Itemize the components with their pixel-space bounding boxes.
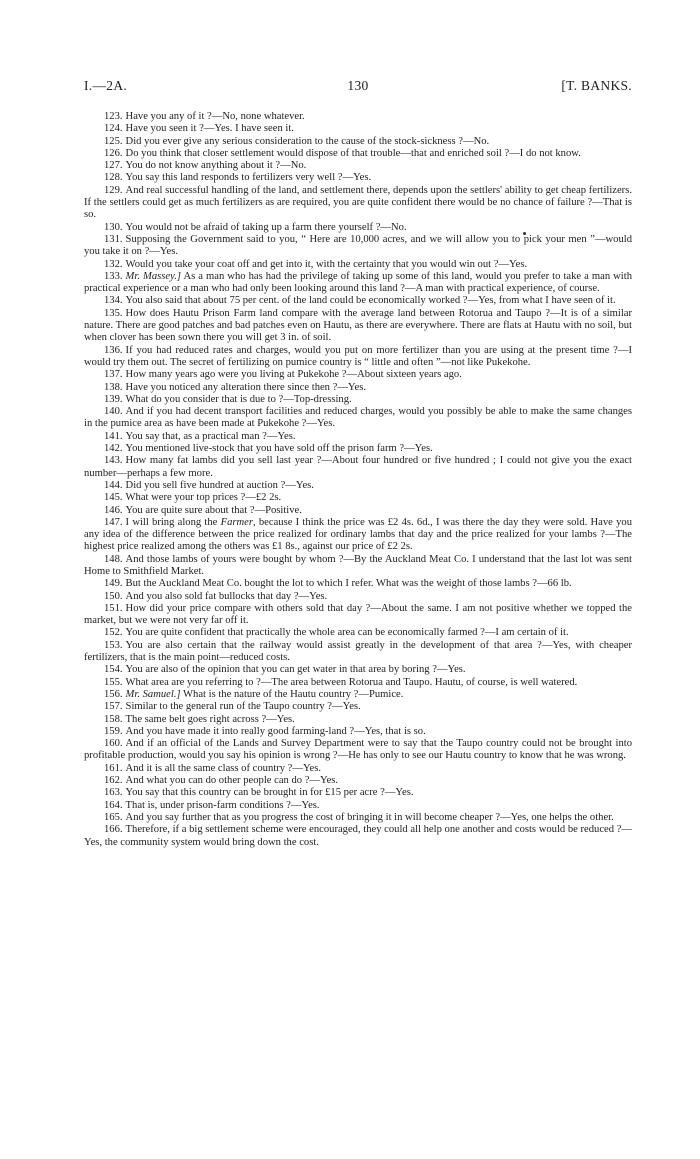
question-number: 124.	[104, 123, 123, 135]
question-answer-item	[84, 578, 632, 590]
question-number: 130.	[104, 221, 123, 233]
question-answer-item	[84, 123, 632, 135]
question-number: 162.	[104, 775, 123, 787]
question-answer-text: And you also sold fat bullocks that day ?—Yes.	[125, 590, 328, 602]
question-answer-text: What area are you referring to ?—The area between Rotorua and Taupo. Hautu, of course, is well watered.	[125, 676, 578, 688]
question-answer-text: Have you any of it ?—No, none whatever.	[125, 111, 305, 122]
question-number: 149.	[104, 578, 123, 590]
question-answer-text: How does Hautu Prison Farm land compare with the average land between Rotorua and Taupo ?—It is of a similar nature. There are good patches and bad patches even on Hautu, as there are everywhere. There are flats at Hautu with no soil, but when clover has been sown there you will get 3 in. of soil.	[84, 307, 632, 344]
question-number: 134.	[104, 295, 123, 307]
question-number: 151.	[104, 602, 123, 614]
question-answer-item	[84, 640, 632, 665]
question-answer-text: And if an official of the Lands and Survey Department were to say that the Taupo country could not be brought into profitable production, would you say his opinion is wrong ?—He has only to see our Hautu country to know that he was wrong.	[84, 738, 632, 762]
question-answer-text: How many fat lambs did you sell last year ?—About four hundred or five hundred ; I could not give you the exact number—perhaps a few more.	[84, 455, 632, 479]
question-answer-text: Similar to the general run of the Taupo country ?—Yes.	[125, 701, 361, 713]
question-answer-text: You are also certain that the railway would assist greatly in the development of that area ?—Yes, with cheaper fertilizers, that is the main point—reduced costs.	[84, 639, 632, 664]
question-answer-text: But the Auckland Meat Co. bought the lot to which I refer. What was the weight of those lambs ?—66 lb.	[125, 578, 572, 590]
question-answer-item	[84, 812, 632, 824]
page-number: 130	[347, 78, 369, 93]
question-answer-item	[84, 714, 632, 726]
question-answer-item	[84, 701, 632, 713]
question-answer-text: Therefore, if a big settlement scheme were encouraged, they could all help one another and costs would be reduced ?—Yes, the community system would bring down the cost.	[84, 824, 632, 848]
question-number: 126.	[104, 147, 123, 159]
question-answer-item	[84, 664, 632, 676]
question-number: 125.	[104, 135, 123, 147]
question-number: 164.	[104, 799, 123, 811]
question-answer-text: And real successful handling of the land, and settlement there, depends upon the settlers' ability to get cheap fertilizers. If the settlers could get as much fertilizers as are required, you are quite confident there would be no chance of failure ?—That is so.	[84, 184, 632, 221]
question-number: 129.	[104, 184, 123, 196]
question-answer-item	[84, 345, 632, 370]
question-number: 148.	[104, 553, 123, 565]
question-answer-item	[84, 763, 632, 775]
question-answer-item	[84, 603, 632, 628]
question-number: 127.	[104, 160, 123, 172]
question-number: 131.	[104, 233, 123, 245]
question-answer-item	[84, 726, 632, 738]
question-answer-text: What is the nature of the Hautu country ?—Pumice.	[183, 688, 404, 700]
question-answer-text: You are also of the opinion that you can get water in that area by boring ?—Yes.	[125, 664, 466, 676]
question-number: 132.	[104, 258, 123, 270]
question-number: 137.	[104, 369, 123, 381]
question-answer-item	[84, 308, 632, 345]
page-header	[84, 78, 632, 96]
question-answer-item	[84, 185, 632, 222]
question-answer-item	[84, 591, 632, 603]
question-answer-item	[84, 148, 632, 160]
question-answer-item	[84, 406, 632, 431]
question-answer-text: You say this land responds to fertilizers very well ?—Yes.	[125, 172, 372, 184]
question-number: 138.	[104, 381, 123, 393]
question-answer-text: Have you seen it ?—Yes. I have seen it.	[125, 123, 294, 135]
testimony-body	[84, 111, 632, 849]
question-answer-text: As a man who has had the privilege of taking up some of this land, would you prefer to take a man with practical experience or a man who had only been looking around this land ?—A man with practical experience, of course.	[84, 270, 632, 295]
question-answer-text: If you had reduced rates and charges, would you put on more fertilizer than you are using at the present time ?—I would try them out. The secret of fertilizing on pumice country is “ little and often ”—not like Pukekohe.	[84, 344, 632, 368]
question-answer-text: What were your top prices ?—£2 2s.	[125, 492, 282, 504]
question-answer-item	[84, 271, 632, 296]
question-answer-text: What do you consider that is due to ?—Top-dressing.	[125, 393, 352, 405]
question-answer-item	[84, 800, 632, 812]
question-number: 123.	[104, 111, 123, 122]
question-answer-text: You say that, as a practical man ?—Yes.	[125, 430, 296, 442]
question-answer-item	[84, 160, 632, 172]
question-answer-item	[84, 677, 632, 689]
question-answer-text: And those lambs of yours were bought by whom ?—By the Auckland Meat Co. I understand that the last lot was sent Home to Smithfield Market.	[84, 553, 632, 577]
question-number: 150.	[104, 590, 123, 602]
question-answer-item	[84, 775, 632, 787]
question-answer-item	[84, 505, 632, 517]
question-number: 139.	[104, 393, 123, 405]
question-answer-text: You mentioned live-stock that you have sold off the prison farm ?—Yes.	[125, 443, 433, 455]
question-answer-item	[84, 382, 632, 394]
question-answer-item	[84, 431, 632, 443]
question-number: 161.	[104, 762, 123, 774]
question-answer-item	[84, 443, 632, 455]
question-number: 144.	[104, 479, 123, 491]
question-answer-text: You are quite confident that practically the whole area can be economically farmed ?—I am certain of it.	[125, 627, 569, 639]
question-number: 140.	[104, 406, 123, 418]
question-answer-text: Do you think that closer settlement would dispose of that trouble—that and enriched soil ?—I do not know.	[125, 147, 581, 159]
question-number: 152.	[104, 627, 123, 639]
question-answer-item	[84, 259, 632, 271]
question-number: 141.	[104, 430, 123, 442]
question-answer-text: That is, under prison-farm conditions ?—Yes.	[125, 799, 320, 811]
question-answer-item	[84, 517, 632, 554]
question-answer-text: You are quite sure about that ?—Positive.	[125, 504, 302, 516]
question-number: 136.	[104, 344, 123, 356]
question-answer-text: And what you can do other people can do ?—Yes.	[125, 775, 339, 787]
question-answer-text: How did your price compare with others sold that day ?—About the same. I am not positive whether we topped the market, but we were not very far off it.	[84, 602, 632, 627]
header-reference: I.—2A.	[84, 78, 128, 93]
question-number: 135.	[104, 307, 123, 319]
question-answer-item	[84, 455, 632, 480]
question-answer-item	[84, 394, 632, 406]
question-answer-text: Have you noticed any alteration there since then ?—Yes.	[125, 381, 366, 393]
question-answer-text: , because I think the price was £2 4s. 6d., I was there the day they were sold. Have you any idea of the difference between the price realized for ordinary lambs that day and the price realized for your lambs ?—The highest price realized among the others was £1 8s., against our price of £2 2s.	[84, 516, 632, 553]
question-number: 142.	[104, 443, 123, 455]
header-witness: [T. BANKS.	[561, 78, 632, 93]
question-answer-item	[84, 689, 632, 701]
question-number: 159.	[104, 725, 123, 737]
question-number: 146.	[104, 504, 123, 516]
question-number: 156.	[104, 688, 123, 700]
question-number: 166.	[104, 824, 123, 836]
question-answer-text: You say that this country can be brought in for £15 per acre ?—Yes.	[125, 787, 414, 799]
publication-title: Farmer	[220, 516, 253, 528]
question-number: 165.	[104, 811, 123, 823]
question-number: 154.	[104, 664, 123, 676]
question-answer-text: Supposing the Government said to you, “ Here are 10,000 acres, and we will allow you to pick your men ”—would you take it on ?—Yes.	[84, 233, 632, 258]
question-answer-item	[84, 480, 632, 492]
question-number: 158.	[104, 713, 123, 725]
question-answer-item	[84, 111, 632, 123]
question-answer-item	[84, 824, 632, 849]
question-answer-item	[84, 554, 632, 579]
question-answer-item	[84, 295, 632, 307]
question-answer-text: And you have made it into really good farming-land ?—Yes, that is so.	[125, 725, 426, 737]
question-number: 155.	[104, 676, 123, 688]
question-answer-item	[84, 787, 632, 799]
question-number: 163.	[104, 787, 123, 799]
question-number: 157.	[104, 701, 123, 713]
question-answer-item	[84, 172, 632, 184]
question-number: 147.	[104, 516, 123, 528]
question-answer-text: And you say further that as you progress the cost of bringing it in will become cheaper ?—Yes, one helps the other.	[125, 811, 614, 823]
question-answer-text: You do not know anything about it ?—No.	[125, 160, 307, 172]
question-number: 153.	[104, 639, 123, 651]
question-answer-item	[84, 136, 632, 148]
question-answer-item	[84, 627, 632, 639]
question-answer-text: And it is all the same class of country ?—Yes.	[125, 762, 322, 774]
question-answer-item	[84, 492, 632, 504]
speaker-name: Mr. Massey.]	[125, 270, 181, 282]
question-answer-text: Did you sell five hundred at auction ?—Yes.	[125, 479, 314, 491]
question-answer-text: Did you ever give any serious consideration to the cause of the stock-sickness ?—No.	[125, 135, 490, 147]
question-number: 143.	[104, 455, 123, 467]
question-answer-item	[84, 222, 632, 234]
question-answer-text: Would you take your coat off and get into it, with the certainty that you would win out ?—Yes.	[125, 258, 528, 270]
question-answer-text: You also said that about 75 per cent. of the land could be economically worked ?—Yes, from what I have seen of it.	[125, 295, 616, 307]
question-text-lead: I will bring along the	[125, 516, 221, 528]
question-answer-item	[84, 234, 632, 259]
question-answer-text: You would not be afraid of taking up a farm there yourself ?—No.	[125, 221, 407, 233]
speaker-name: Mr. Samuel.]	[125, 688, 181, 700]
question-number: 133.	[104, 270, 123, 282]
question-answer-item	[84, 369, 632, 381]
question-number: 128.	[104, 172, 123, 184]
question-number: 160.	[104, 738, 123, 750]
question-answer-text: How many years ago were you living at Pukekohe ?—About sixteen years ago.	[125, 369, 462, 381]
question-answer-text: The same belt goes right across ?—Yes.	[125, 713, 295, 725]
question-answer-item	[84, 738, 632, 763]
question-number: 145.	[104, 492, 123, 504]
question-answer-text: And if you had decent transport facilities and reduced charges, would you possibly be able to make the same changes in the pumice area as have been made at Pukekohe ?—Yes.	[84, 406, 632, 430]
